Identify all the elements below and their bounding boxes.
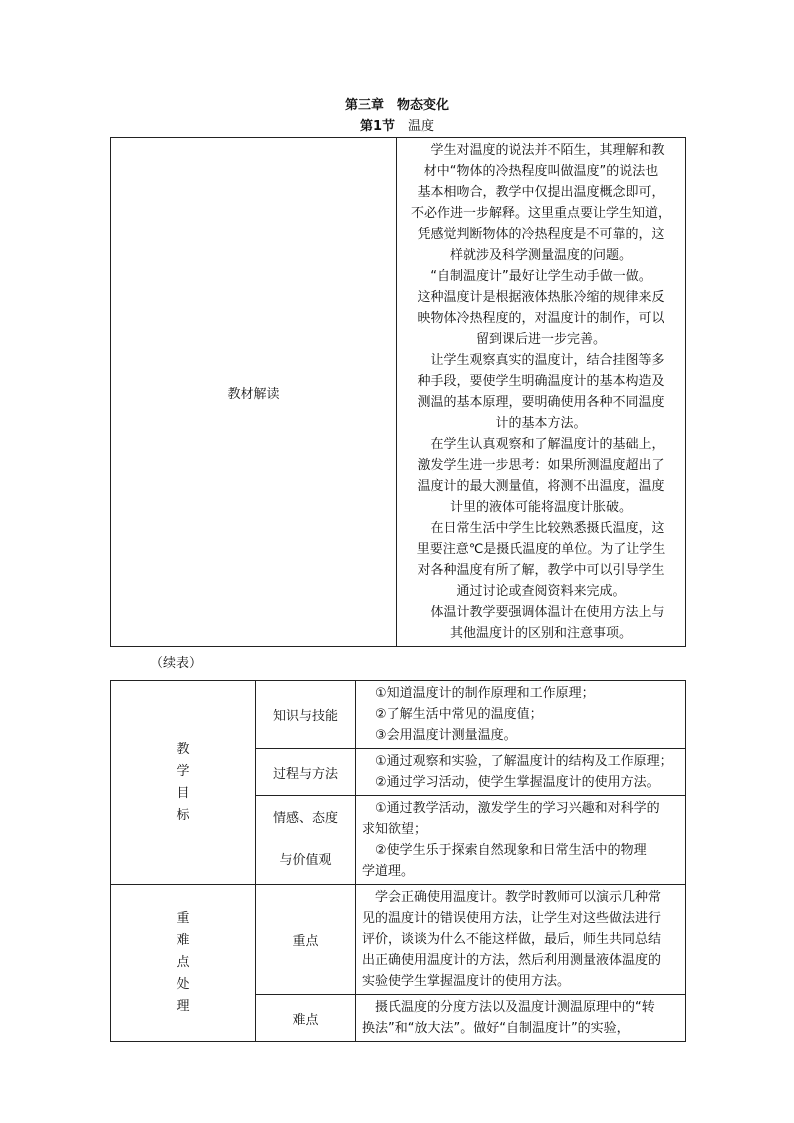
section-number: 第1节 [359,119,395,134]
label-char: 处 [176,977,190,992]
emotion-values-content [356,796,686,885]
text-line: 温度计的最大测量值，将测不出温度，温度 [417,479,665,494]
key-point-label: 重点 [256,885,356,995]
text-line: 样就涉及科学测量温度的问题。 [449,248,632,263]
label-line: 与价值观 [279,853,332,868]
label-line: 情感、态度 [272,811,338,826]
emotion-values-label [256,796,356,885]
text-line: 学生对温度的说法并不陌生，其理解和教 [417,143,665,158]
text-line: 在学生认真观察和了解温度计的基础上， [417,437,665,452]
text-line: ②使学生乐于探索自然现象和日常生活中的物理 [362,843,647,858]
text-line: 求知欲望； [362,822,428,837]
text-line: 材中“物体的冷热程度叫做温度”的说法也 [423,164,659,179]
text-line: 体温计教学要强调体温计在使用方法上与 [417,605,665,620]
text-line: 出正确使用温度计的方法，然后利用测量液体温度的 [362,953,662,968]
text-line: 在日常生活中学生比较熟悉摄氏温度，这 [417,521,665,536]
text-line: 见的温度计的错误使用方法，让学生对这些做法进行 [362,911,662,926]
label-char: 重 [176,911,190,926]
continued-label: （续表） [150,656,203,671]
key-point-content [356,885,686,995]
label-char: 教 [176,741,190,757]
paragraph [403,266,679,350]
text-line: 让学生观察真实的温度计，结合挂图等多 [417,353,665,368]
label-char: 学 [176,763,190,779]
difficult-point-content [356,995,686,1042]
text-line: ①知道温度计的制作原理和工作原理； [362,686,595,701]
chapter-title: 第三章 物态变化 [344,98,449,113]
label-char: 目 [176,785,190,801]
paragraph [403,350,679,434]
section-title [0,119,794,135]
text-line: ②通过学习活动，使学生掌握温度计的使用方法。 [362,775,660,790]
text-line: 这种温度计是根据液体热胀冷缩的规律来反 [417,290,665,305]
text-line: 其他温度计的区别和注意事项。 [449,626,632,641]
text-line: ①通过观察和实验，了解温度计的结构及工作原理； [362,754,673,769]
text-line: 实验使学生掌握温度计的使用方法。 [362,974,571,989]
text-line: 计里的液体可能将温度计胀破。 [449,500,632,515]
text-line: 测温的基本原理，要明确使用各种不同温度 [417,395,665,410]
teaching-goals-label [111,681,256,885]
text-line: 映物体冷热程度的，对温度计的制作，可以 [417,311,665,326]
text-line: ②了解生活中常见的温度值； [362,707,543,722]
textbook-interpretation-body [397,138,686,647]
teaching-plan-table [110,680,686,1042]
text-line: “自制温度计”最好让学生动手做一做。 [430,269,652,284]
text-line: ③会用温度计测量温度。 [362,728,517,743]
text-line: 对各种温度有所了解，教学中可以引导学生 [417,563,665,578]
text-line: 评价，谈谈为什么不能这样做，最后，师生共同总结 [362,932,662,947]
text-line: 留到课后进一步完善。 [475,332,606,347]
label-char: 理 [176,999,190,1014]
knowledge-skills-label: 知识与技能 [256,681,356,749]
process-methods-label: 过程与方法 [256,749,356,796]
text-line: 基本相吻合，教学中仅提出温度概念即可， [417,185,665,200]
text-line: 通过讨论或查阅资料来完成。 [456,584,626,599]
textbook-interpretation-table [110,137,686,647]
section-name: 温度 [408,119,435,134]
text-line: ①通过教学活动，激发学生的学习兴趣和对科学的 [362,801,660,816]
paragraph [403,140,679,266]
textbook-interpretation-label: 教材解读 [111,138,397,647]
paragraph [403,602,679,644]
difficult-point-label: 难点 [256,995,356,1042]
text-line: 学会正确使用温度计。教学时教师可以演示几种常 [362,890,662,905]
text-line: 摄氏温度的分度方法以及温度计测温原理中的“转 [362,1000,655,1015]
label-char: 标 [176,807,190,823]
text-line: 凭感觉判断物体的冷热程度是不可靠的，这 [417,227,665,242]
label-char: 难 [176,933,190,948]
text-line: 学道理。 [362,864,415,879]
text-line: 不必作进一步解释。这里重点要让学生知道， [410,206,671,221]
label-char: 点 [176,955,190,970]
text-line: 里要注意℃是摄氏温度的单位。为了让学生 [416,542,666,557]
process-methods-content [356,749,686,796]
text-line: 激发学生进一步思考：如果所测温度超出了 [417,458,665,473]
text-line: 计的基本方法。 [495,416,587,431]
text-line: 换法”和“放大法”。做好“自制温度计”的实验， [362,1021,630,1036]
knowledge-skills-content [356,681,686,749]
text-line: 种手段，要使学生明确温度计的基本构造及 [417,374,665,389]
paragraph [403,434,679,518]
key-difficult-points-label [111,885,256,1042]
paragraph [403,518,679,602]
